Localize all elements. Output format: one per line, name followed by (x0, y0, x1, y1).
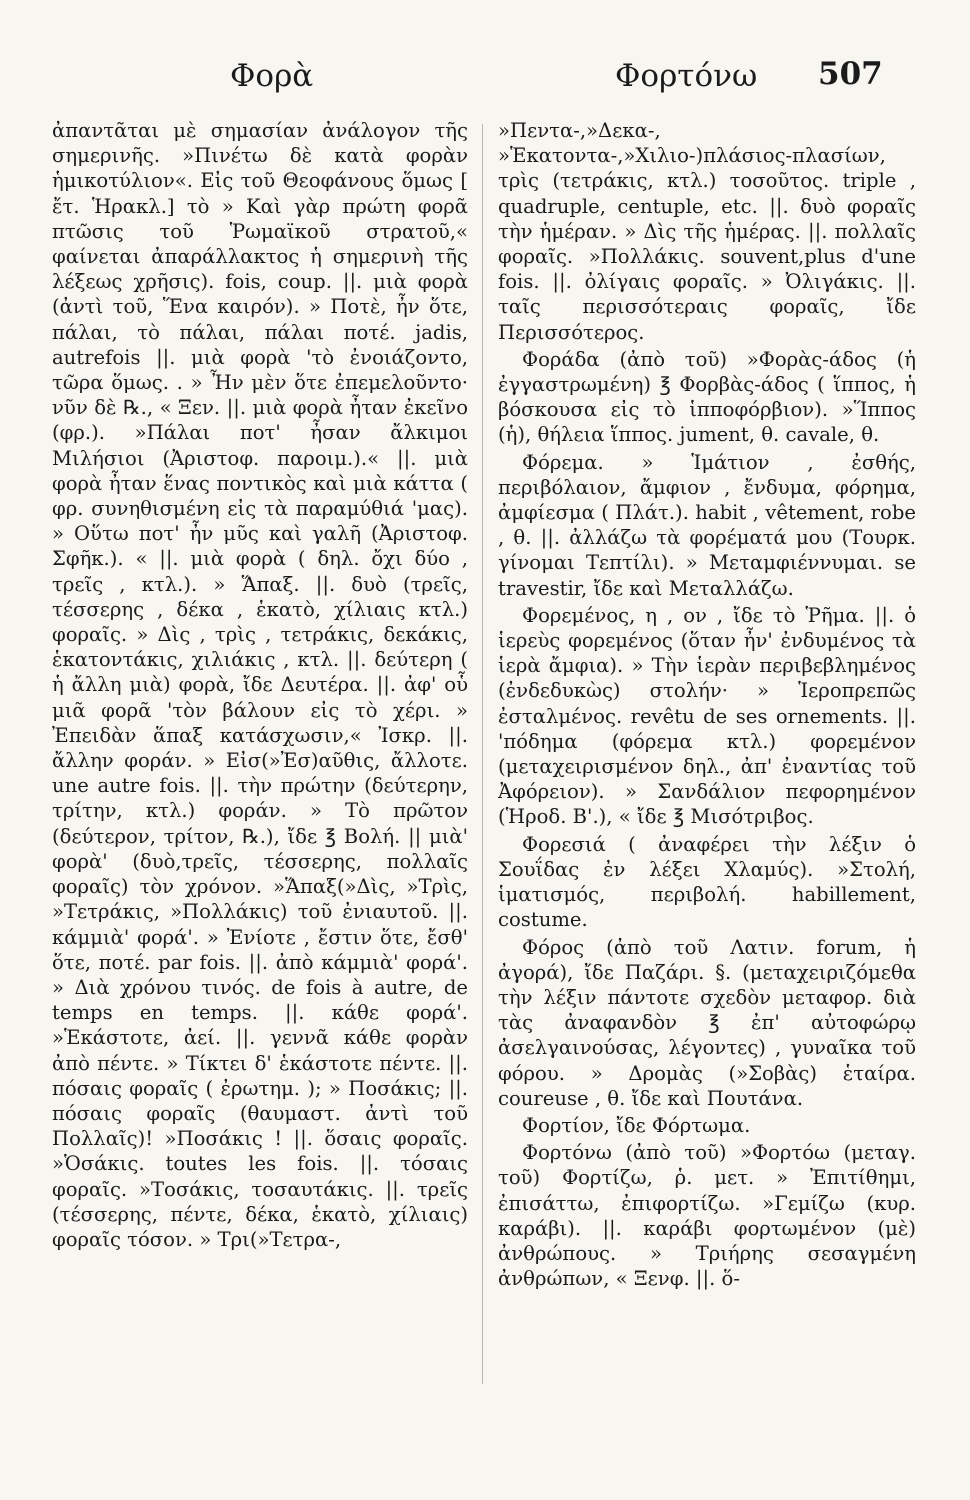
right-column (498, 118, 916, 1291)
entry-forema: Φόρεμα. » Ἱμάτιον , ἐσθής, περιβόλαιον, ἄμφιον , ἔνδυμα, φόρημα, ἀμφίεσμα ( Πλάτ.). habit , vêtement, robe , θ. ||. ἀλλάζω τὰ φορέματά μου (Τουρκ. γίνομαι Τεπτίλι). » Μεταμφιέννυμαι. se travestir, ἴδε καὶ Μεταλλάζω. (498, 450, 916, 600)
entry-fortion: Φορτίον, ἴδε Φόρτωμα. (522, 1113, 751, 1137)
page-number: 507 (818, 56, 883, 92)
entry-fortono: Φορτόνω (ἀπὸ τοῦ) »Φορτόω (μεταγ. τοῦ) Φορτίζω, ῥ. μετ. » Ἐπιτίθημι, ἐπισάττω, ἐπιφορτίζω. »Γεμίζω (κυρ. καράβι). ||. καράβι φορτωμένον (μὲ) ἀνθρώπους. » Τριήρης σεσαγμένη ἀνθρώπων, « Ξενφ. ||. ὅ- (498, 1141, 916, 1291)
running-head-center: Φορτόνω (615, 58, 758, 94)
left-column (52, 118, 468, 1252)
entry-foros: Φόρος (ἀπὸ τοῦ Λατιν. forum, ἡ ἀγορά), ἴδε Παζάρι. §. (μεταχειριζόμεθα τὴν λέξιν πάντοτε σχεδὸν μεταφορ. διὰ τὰς ἀναφανδὸν ℥ ἐπ' αὐτοφώρῳ ἀσελγαινούσας, λέγοντες) , γυναῖκα τοῦ φόρου. » Δρομὰς (»Σοβὰς) ἑταίρα. coureuse , θ. ἴδε καὶ Πουτάνα. (498, 935, 916, 1110)
column-divider (482, 124, 483, 1384)
entry-continuation: »Πεντα-,»Δεκα-, »Ἑκατοντα-,»Χιλιο-)πλάσιος-πλασίων, τρὶς (τετράκις, κτλ.) τοσοῦτος. triple , quadruple, centuple, etc. ||. δυὸ φοραῖς τὴν ἡμέραν. » Δὶς τῆς ἡμέρας. ||. πολλαῖς φοραῖς. »Πολλάκις. souvent,plus d'une fois. ||. ὀλίγαις φοραῖς. » Ὀλιγάκις. ||. ταῖς περισσότεραις φοραῖς, ἴδε Περισσότερος. (498, 119, 916, 344)
entry-foresia: Φορεσιά ( ἀναφέρει τὴν λέξιν ὁ Σουΐδας ἐν λέξει Χλαμύς). »Στολή, ἱματισμός, περιβολή. habillement, costume. (498, 832, 916, 932)
entry-foremenos: Φορεμένος, η , ον , ἴδε τὸ Ῥῆμα. ||. ὁ ἱερεὺς φορεμένος (ὅταν ἦν' ἐνδυμένος τὰ ἱερὰ ἄμφια). » Τὴν ἱερὰν περιβεβλημένος (ἐνδεδυκὼς) στολήν· » Ἱεροπρεπῶς ἐσταλμένος. revêtu de ses ornements. ||. 'πόδημα (φόρεμα κτλ.) φορεμένον (μεταχειρισμένον δηλ., ἀπ' ἐναντίας τοῦ Ἀφόρειον). » Σανδάλιον πεφορημένον (Ἡροδ. Β'.), « ἴδε ℥ Μισότριβος. (498, 603, 916, 829)
running-head-left: Φορὰ (230, 58, 314, 94)
entry-continuation: ἀπαντᾶται μὲ σημασίαν ἀνάλογον τῆς σημερινῆς. »Πινέτω δὲ κατὰ φορὰν ἡμικοτύλιον«. Εἰς τοῦ Θεοφάνους ὅμως [ ἔτ. Ἡρακλ.] τὸ » Καὶ γὰρ πρώτη φορᾶ πτῶσις τοῦ Ῥωμαϊκοῦ στρατοῦ,« φαίνεται ἀπαράλλακτος ἡ σημερινὴ τῆς λέξεως χρῆσις). fois, coup. ||. μιὰ φορὰ (ἀντὶ τοῦ, Ἕνα καιρόν). » Ποτὲ, ἦν ὅτε, πάλαι, τὸ πάλαι, πάλαι ποτέ. jadis, autrefois ||. μιὰ φορὰ 'τὸ ἐνοιάζοντο, τῶρα ὅμως. . » Ἦν μὲν ὅτε ἐπεμελοῦντο· νῦν δὲ ℞., « Ξεν. ||. μιὰ φορὰ ἦταν ἐκεῖνο (φρ.). »Πάλαι ποτ' ἦσαν ἄλκιμοι Μιλήσιοι (Ἀριστοφ. παροιμ.).« ||. μιὰ φορὰ ἦταν ἕνας ποντικὸς καὶ μιὰ κάττα ( φρ. συνηθισμένη εἰς τὰ παραμύθιά 'μας). » Οὕτω ποτ' ἦν μῦς καὶ γαλῆ (Ἀριστοφ. Σφῆκ.). « ||. μιὰ φορὰ ( δηλ. ὄχι δύο , τρεῖς , κτλ.). » Ἅπαξ. ||. δυὸ (τρεῖς, τέσσερης , δέκα , ἑκατὸ, χίλιαις κτλ.) φοραῖς. » Δὶς , τρὶς , τετράκις, δεκάκις, ἑκατοντάκις, χιλιάκις , κτλ. ||. δεύτερη ( ἡ ἄλλη μιὰ) φορὰ, ἴδε Δευτέρα. ||. ἀφ' οὗ μιᾶ φορᾶ 'τὸν βάλουν εἰς τὸ χέρι. » Ἐπειδὰν ἅπαξ κατάσχωσιν,« Ἰσκρ. ||. ἄλλην φοράν. » Εἰσ(»Ἐσ)αῦθις, ἄλλοτε. une autre fois. ||. τὴν πρώτην (δεύτερην, τρίτην, κτλ.) φοράν. » Τὸ πρῶτον (δεύτερον, τρίτον, ℞.), ἴδε ℥ Βολή. || μιὰ' φορὰ' (δυὸ,τρεῖς, τέσσερης, πολλαῖς φοραῖς) τὸν χρόνον. »Ἅπαξ(»Δὶς, »Τρὶς, »Τετράκις, »Πολλάκις) τοῦ ἐνιαυτοῦ. ||. κάμμιὰ' φορά'. » Ἐνίοτε , ἔστιν ὅτε, ἔσθ' ὅτε, ποτέ. par fois. ||. ἀπὸ κάμμιὰ' φορά'. » Διὰ χρόνου τινός. de fois à autre, de temps en temps. ||. κάθε φορά'. »Ἑκάστοτε, ἀεί. ||. γεννᾶ κάθε φορὰν ἀπὸ πέντε. » Τίκτει δ' ἑκάστοτε πέντε. ||. πόσαις φοραῖς ( ἐρωτημ. ); » Ποσάκις; ||. πόσαις φοραῖς (θαυμαστ. ἀντὶ τοῦ Πολλαῖς)! »Ποσάκις ! ||. ὅσαις φοραῖς. »Ὁσάκις. toutes les fois. ||. τόσαις φοραῖς. »Τοσάκις, τοσαυτάκις. ||. τρεῖς (τέσσερης, πέντε, δέκα, ἑκατὸ, χίλιαις) φοραῖς τόσον. » Τρι(»Τετρα-, (52, 119, 468, 1251)
entry-forada: Φοράδα (ἀπὸ τοῦ) »Φορὰς-άδος (ἡ ἐγγαστρωμένη) ℥ Φορβὰς-άδος ( ἵππος, ἡ βόσκουσα εἰς τὸ ἱπποφόρβιον). »Ἵππος (ἡ), θήλεια ἵππος. jument, θ. cavale, θ. (498, 347, 916, 447)
